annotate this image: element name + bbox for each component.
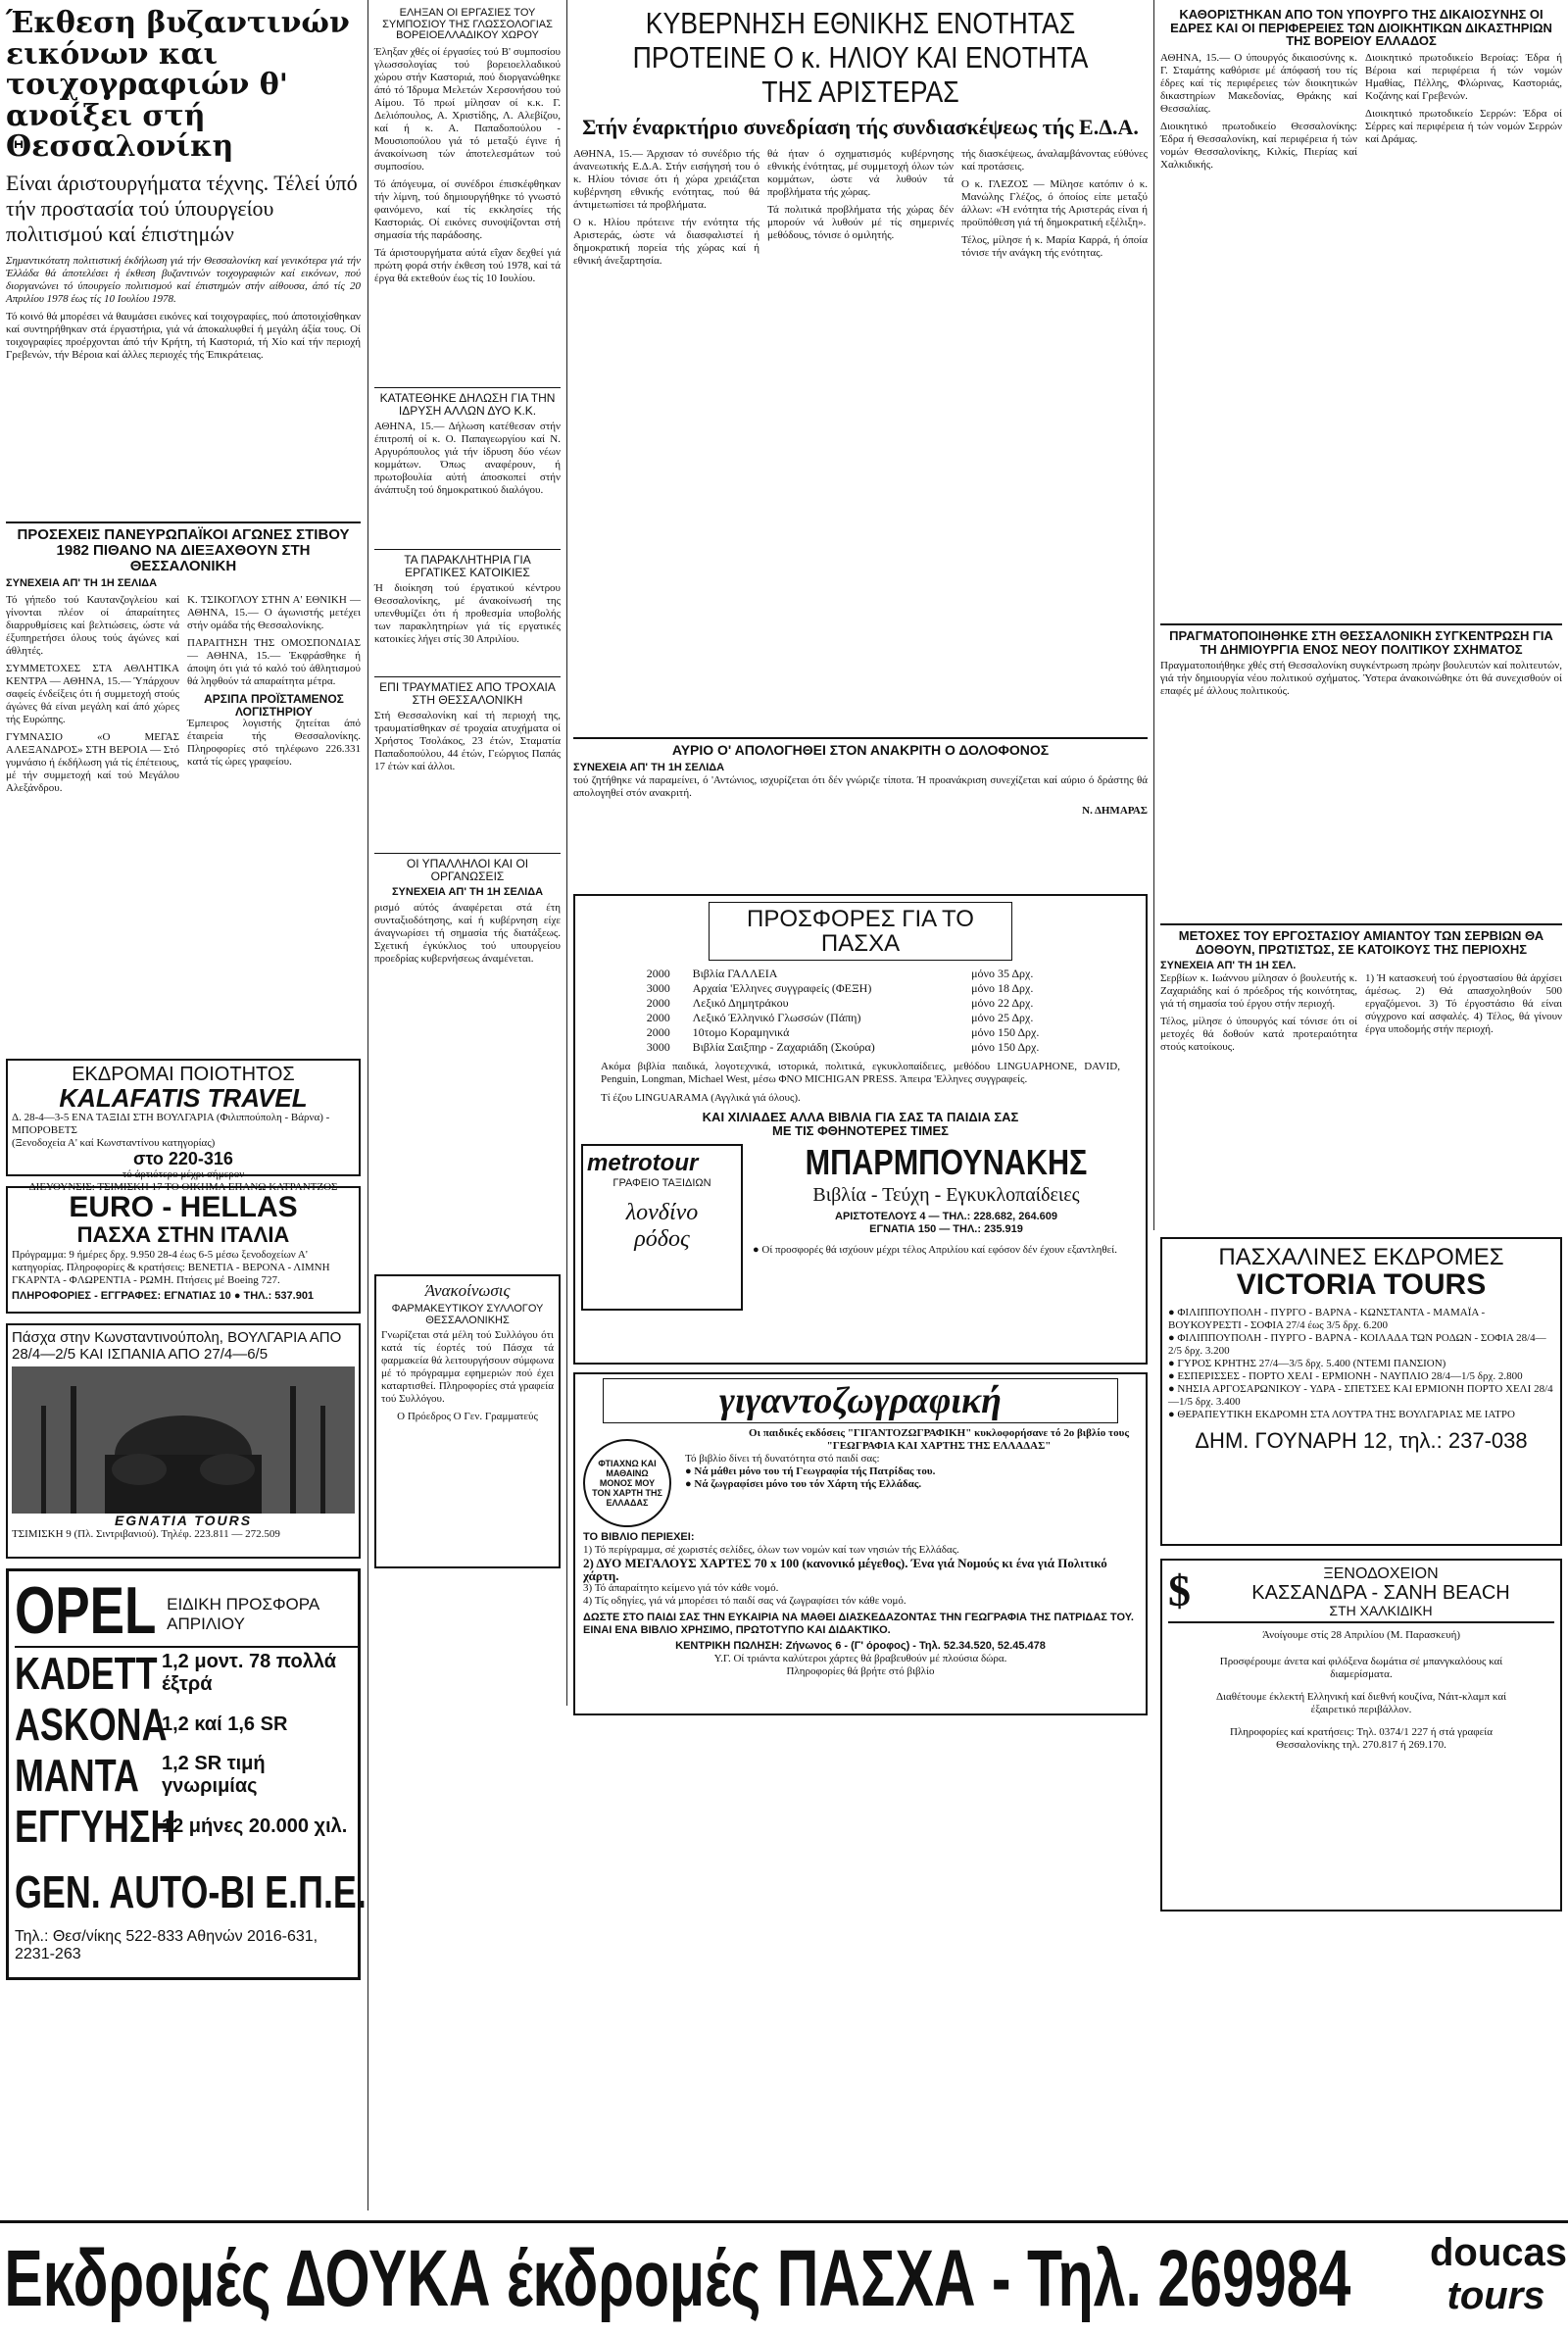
- kassandra-place: ΣΤΗ ΧΑΛΚΙΔΙΚΗ: [1329, 1602, 1433, 1618]
- opel-ad: [6, 1568, 367, 1980]
- prosfores-price: μόνο 150 Δρχ.: [971, 1040, 1040, 1055]
- opel-model: ΜΑΝΤΑ: [15, 1750, 139, 1801]
- amiantos-headline: ΜΕΤΟΧΕΣ ΤΟΥ ΕΡΓΟΣΤΑΣΙΟΥ ΑΜΙΑΝΤΟΥ ΤΩΝ ΣΕΡΒΙΩΝ ΘΑ ΔΟΘΟΥΝ, ΠΡΩΤΙΣΤΩΣ, ΣΕ ΚΑΤΟΙΚΟΥΣ ΤΗΣ ΠΕΡΙΟΧΗΣ: [1178, 928, 1544, 957]
- amiantos-article: [1160, 923, 1562, 1217]
- ypallhloi-headline: ΟΙ ΥΠΑΛΛΗΛΟΙ ΚΑΙ ΟΙ ΟΡΓΑΝΩΣΕΙΣ: [406, 857, 529, 883]
- sympo-article: [374, 8, 561, 380]
- doukas-logo-text: tours: [1446, 2274, 1545, 2317]
- sympo-paragraph: Τά άριστουργήματα αύτά εΐχαν δεχθεί γιά πρώτη φορά στήν έκθεση τού 1978, καί τά έργα θά εκτεθούν έως τίς 10 Ιουλίου.: [374, 246, 561, 284]
- gigantography-title: γιγαντοζωγραφική: [603, 1378, 1118, 1423]
- kassandra-paragraph: Διαθέτουμε έκλεκτή Ελληνική καί διεθνή κουζίνα, Νάιτ-κλαμπ καί έξαιρετικό περιβάλλον.: [1215, 1691, 1507, 1716]
- amiantos-paragraph: Τέλος, μίλησε ό ύπουργός καί τόνισε ότι οί μετοχές θά δοθούν κατά προτεραιότητα στούς κατοίκους.: [1160, 1016, 1357, 1054]
- doukas-banner: [0, 2220, 1568, 2334]
- prosfores-price: μόνο 150 Δρχ.: [971, 1025, 1040, 1040]
- prosfores-item: Αρχαία 'Ελληνες συγγραφείς (ΦΕΞΗ): [692, 981, 872, 996]
- icons-lead: Είναι άριστουργήματα τέχνης. Τέλεί ύπό τήν προστασία τού ύπουργείου πολιτισμού καί έπιστημών: [6, 170, 358, 246]
- barbounakis-note: ● Οί προσφορές θά ισχύουν μέχρι τέλος Απριλίου καί εφόσον δέν έχουν εξαντληθεί.: [753, 1244, 1118, 1257]
- main-sub: Στήν έναρκτήριο συνεδρίαση τής συνδιασκέψεως τής Ε.Δ.Α.: [582, 115, 1139, 139]
- kalafatis-title: ΕΚΔΡΟΜΑΙ ΠΟΙΟΤΗΤΟΣ: [72, 1064, 295, 1085]
- opel-model: KADETT: [15, 1648, 158, 1699]
- continue-label: ΣΥΝΕΧΕΙΑ ΑΠ' ΤΗ 1Η ΣΕΛΙΔΑ: [573, 761, 725, 773]
- main-paragraph: θά ήταν ό σχηματισμός κυβέρνησης εθνικής ένότητας, μέ συμμετοχή όλων τών κομμάτων, ώστε νά λυθούν τά προβλήματα τής χώρας.: [767, 148, 954, 198]
- doukas-logo: [1430, 2231, 1568, 2317]
- opel-row: [15, 1750, 358, 1801]
- ypallhloi-article: [374, 853, 561, 1265]
- victoria-list: [1168, 1307, 1554, 1421]
- icons-headline: Έκθεση βυζαντινών εικόνων και τοιχογραφιών θ' ανοίξει στή Θεσσαλονίκη: [6, 6, 350, 164]
- divider: [1168, 1621, 1554, 1623]
- metrotour-ad: [581, 1144, 743, 1311]
- icons-paragraph: Σημαντικότατη πολιτιστική έκδήλωση γιά τήν Θεσσαλονίκη καί γενικότερα γιά τήν Έλλάδα θά άποτελέσει ή έκθεση βυζαντινών τοιχογραφιών καί εικόνων, πού διοργανώνει τό ύπουργείο πολιτισμού καί έπιστημών στήν αίθουσα, άπό τίς 20 Απριλίου 1978 έως τίς 10 Ιουλίου 1978.: [6, 254, 361, 305]
- kassandra-name: ΚΑΣΣΑΝΔΡΑ - ΣΑΝΗ BEACH: [1251, 1581, 1510, 1604]
- opel-row: [15, 1801, 358, 1852]
- prosfores-linguarama: Τί έζου LINGUARAMA (Αγγλικά γιά όλους).: [601, 1092, 801, 1105]
- prosfores-item: 10τομο Κοραμηνικά: [692, 1025, 790, 1040]
- gigantography-badge: ΦΤΙΑΧΝΩ ΚΑΙ ΜΑΘΑΙΝΩ ΜΟΝΟΣ ΜΟΥ ΤΟΝ ΧΑΡΤΗ ΤΗΣ ΕΛΛΑΔΑΣ: [583, 1439, 671, 1527]
- katatethike-article: [374, 387, 561, 544]
- anakoinosis-body: Γνωρίζεται στά μέλη τού Συλλόγου ότι κατά τίς έορτές τού Πάσχα τά φαρμακεία θά λειτουργήσουν σύμφωνα μέ τό πρόγραμμα εφημεριών πού έχει καταρτισθεί. Πληροφορίες στά γραφεία τού Συλλόγου.: [381, 1329, 554, 1406]
- opel-row: [15, 1648, 358, 1699]
- prosfores-price: μόνο 22 Δρχ.: [971, 996, 1034, 1011]
- victoria-address: ΔΗΜ. ΓΟΥΝΑΡΗ 12, τηλ.: 237-038: [1195, 1427, 1528, 1453]
- anakoinosis-title: Άνακοίνωσις: [424, 1281, 511, 1300]
- barbounakis-addr: ΕΓΝΑΤΙΑ 150 — ΤΗΛ.: 235.919: [869, 1223, 1023, 1236]
- eurohellas-ad: [6, 1186, 361, 1314]
- gigantography-content: 1) Τό περίγραμμα, σέ χωριστές σελίδες, όλων των νομών καί των νησιών τής Ελλάδας.: [583, 1544, 959, 1556]
- opel-desc: 1,2 καί 1,6 SR: [162, 1713, 288, 1735]
- kassandra-title: ΞΕΝΟΔΟΧΕΙΟΝ: [1323, 1565, 1439, 1582]
- kalafatis-line: (Ξενοδοχεία Α' καί Κωνσταντίνου κατηγορίας): [12, 1137, 216, 1150]
- stivos-paragraph: ΣΥΜΜΕΤΟΧΕΣ ΣΤΑ ΑΘΛΗΤΙΚΑ ΚΕΝΤΡΑ — ΑΘΗΝΑ, 15.— Ύπάρχουν σαφείς ένδείξεις ότι ή συμμετοχή στούς άγώνες θά είναι μεγάλη καί άπό χώρες τής Ευρώπης.: [6, 663, 179, 726]
- gigantography-address: ΚΕΝΤΡΙΚΗ ΠΩΛΗΣΗ: Ζήνωνος 6 - (Γ' όροφος) - Τηλ. 52.34.520, 52.45.478: [675, 1640, 1046, 1652]
- mosque-illustration: [12, 1366, 355, 1514]
- stivos-paragraph: Τό γήπεδο τού Καυτανζογλείου καί γίνονται πλέον οί άπαραίτητες διαρρυθμίσεις καί βελτιώσεις, ώστε νά έξυπηρετήσει όλους τούς άγώνες καί άθλητές.: [6, 594, 179, 658]
- prosfores-kai2: ΜΕ ΤΙΣ ΦΘΗΝΟΤΕΡΕΣ ΤΙΜΕΣ: [772, 1123, 949, 1139]
- metrotour-city: ρόδος: [634, 1225, 690, 1252]
- gigantography-content: 2) ΔΥΟ ΜΕΓΑΛΟΥΣ ΧΑΡΤΕΣ 70 x 100 (κανονικό μέγεθος). Ένα γιά Νομούς κι ένα γιά Πολιτικό χάρτη.: [583, 1556, 1107, 1583]
- prosfores-old: 3000: [646, 1040, 670, 1055]
- victoria-ad: [1160, 1237, 1562, 1546]
- victoria-brand: VICTORIA TOURS: [1236, 1268, 1487, 1302]
- dollar-sign-icon: $: [1168, 1565, 1191, 1615]
- egnatia-address: ΤΣΙΜΙΣΚΗ 9 (Πλ. Σιντριβανιού). Τηλέφ. 223.811 — 272.509: [12, 1527, 280, 1540]
- stivos-headline: ΠΡΟΣΕΧΕΙΣ ΠΑΝΕΥΡΩΠΑΪΚΟΙ ΑΓΩΝΕΣ ΣΤΙΒΟΥ 1982 ΠΙΘΑΝΟ ΝΑ ΔΙΕΞΑΧΘΟΥΝ ΣΤΗ ΘΕΣΣΑΛΟΝΙΚΗ: [17, 526, 350, 574]
- prosfores-price: μόνο 18 Δρχ.: [971, 981, 1034, 996]
- metrotour-city: λονδίνο: [625, 1199, 699, 1225]
- opel-row: [15, 1699, 358, 1750]
- eurohellas-phone: ΠΛΗΡΟΦΟΡΙΕΣ - ΕΓΓΡΑΦΕΣ: ΕΓΝΑΤΙΑΣ 10 ● ΤΗΛ.: 537.901: [12, 1289, 315, 1302]
- katatethike-body: ΑΘΗΝΑ, 15.— Δήλωση κατέθεσαν στήν έπιτροπή οί κ. Ο. Παπαγεωργίου καί Ν. Αργυρόπουλος γιά τήν ίδρυση δύο νέων κομμάτων. Όπως αναφέρουν, ή πρωτοβουλία αύτή άποσκοπεί στήν άνάπτυξη τού δημοκρατικού διαλόγου.: [374, 421, 561, 497]
- continue-label: ΣΥΝΕΧΕΙΑ ΑΠ' ΤΗ 1Η ΣΕΛΙΔΑ: [6, 577, 158, 590]
- opel-desc: 1,2 μοντ. 78 πολλά έξτρά: [162, 1651, 337, 1695]
- dolofonos-body: τού ζητήθηκε νά παραμείνει, ό 'Αντώνιος, ισχυρίζεται ότι δέν γνώριζε τίποτα. Ή προανάκριση συνεχίζεται καί αύριο ό δράστης θά απολογηθεί στόν ανακριτή.: [573, 773, 1148, 799]
- dolofonos-sign: Ν. ΔΗΜΑΡΑΣ: [1082, 804, 1148, 817]
- kassandra-paragraph: Προσφέρουμε άνετα καί φιλόξενα δωμάτια σέ μπανγκαλόους καί διαμερίσματα.: [1219, 1656, 1503, 1681]
- kalafatis-ad: [6, 1059, 361, 1194]
- kathorismos-paragraph: Διοικητικό πρωτοδικείο Σερρών: Έδρα οί Σέρρες καί περιφέρεια ή τών νομών Σερρών καί Δράμας.: [1365, 107, 1562, 145]
- gigantography-bullet: ● Νά μάθει μόνο του τή Γεωγραφία τής Πατρίδας του.: [685, 1465, 936, 1477]
- main-paragraph: Ο κ. ΓΛΕΖΟΣ — Μίλησε κατόπιν ό κ. Μανώλης Γλέζος, ό όποίος είπε μεταξύ άλλων: «Ή ενότητα τής Αριστεράς είναι ή προϋπόθεση γιά τή δημοκρατική εξέλιξη».: [961, 178, 1148, 228]
- main-paragraph: Τά πολιτικά προβλήματα τής χώρας δέν μπορούν νά λυθούν μέ τίς σημερινές μεθόδους, τόνισε ό ομιλητής.: [767, 204, 954, 241]
- victoria-item: ● ΕΣΠΕΡΙΣΣΕΣ - ΠΟΡΤΟ ΧΕΛΙ - ΕΡΜΙΟΝΗ - ΝΑΥΠΛΙΟ 28/4—1/5 δρχ. 2.800: [1168, 1369, 1523, 1382]
- victoria-item: ● ΓΥΡΟΣ ΚΡΗΤΗΣ 27/4—3/5 δρχ. 5.400 (ΝΤΕΜΙ ΠΑΝΣΙΟΝ): [1168, 1357, 1446, 1369]
- stivos-paragraph: ΠΑΡΑΙΤΗΣΗ ΤΗΣ ΟΜΟΣΠΟΝΔΙΑΣ — ΑΘΗΝΑ, 15.— Έκφράσθηκε ή άποψη ότι γιά τό καλό τού άθλητισμού θά ληφθούν τά απαραίτητα μέτρα.: [187, 637, 361, 688]
- opel-offer: ΕΙΔΙΚΗ ΠΡΟΣΦΟΡΑ ΑΠΡΙΛΙΟΥ: [167, 1595, 319, 1633]
- kalafatis-line: Δ. 28-4—3-5 ΕΝΑ ΤΑΞΙΔΙ ΣΤΗ ΒΟΥΛΓΑΡΙΑ (Φιλιππούπολη - Βάρνα) - ΜΠΟΡΟΒΕΤΣ: [12, 1112, 330, 1137]
- main-article: [573, 6, 1148, 731]
- opel-brand: OPEL: [15, 1573, 157, 1648]
- trauma-article: [374, 676, 561, 843]
- kathorismos-headline: ΚΑΘΟΡΙΣΤΗΚΑΝ ΑΠΟ ΤΟΝ ΥΠΟΥΡΓΟ ΤΗΣ ΔΙΚΑΙΟΣΥΝΗΣ ΟΙ ΕΔΡΕΣ ΚΑΙ ΟΙ ΠΕΡΙΦΕΡΕΙΕΣ ΤΩΝ ΔΙΟΙΚΗΤΙΚΩΝ ΔΙΚΑΣΤΗΡΙΩΝ ΤΗΣ ΒΟΡΕΙΟΥ ΕΛΛΑΔΟΣ: [1170, 7, 1552, 49]
- gigantography-foot: Υ.Γ. Οί τριάντα καλύτεροι χάρτες θά βραβευθούν μέ πλούσια δώρα.: [713, 1653, 1007, 1664]
- opel-desc: 12 μήνες 20.000 χιλ.: [162, 1814, 348, 1837]
- metrotour-brand: metrotour: [587, 1149, 699, 1176]
- column-rule: [566, 0, 567, 1706]
- prosfores-row: [643, 967, 1079, 981]
- amiantos-paragraph: Σερβίων κ. Ιωάννου μίλησαν ό βουλευτής κ. Ζαχαριάδης καί ό πρόεδρος τής κοινότητας, γιά τή σημασία τού έργου στήν περιοχή.: [1160, 972, 1357, 1011]
- prosfores-row: [643, 996, 1079, 1011]
- main-headline: ΚΥΒΕΡΝΗΣΗ ΕΘΝΙΚΗΣ ΕΝΟΤΗΤΑΣ ΠΡΟΤΕΙΝΕ Ο κ. ΗΛΙΟΥ ΚΑΙ ΕΝΟΤΗΤΑ ΤΗΣ ΑΡΙΣΤΕΡΑΣ: [632, 6, 1089, 109]
- dolofonos-headline: ΑΥΡΙΟ Ο' ΑΠΟΛΟΓΗΘΕΙ ΣΤΟΝ ΑΝΑΚΡΙΤΗ Ο ΔΟΛΟΦΟΝΟΣ: [671, 742, 1050, 758]
- gigantography-intro: Οι παιδικές εκδόσεις "ΓΙΓΑΝΤΟΖΩΓΡΑΦΙΚΗ" κυκλοφορήσανε τό 2ο βιβλίο τους "ΓΕΩΓΡΑΦΙΑ ΚΑΙ ΧΑΡΤΗΣ ΤΗΣ ΕΛΛΑΔΑΣ": [749, 1427, 1129, 1452]
- egnatia-brand: EGNATIA TOURS: [114, 1513, 253, 1528]
- amiantos-paragraph: 1) Ή κατασκευή τού έργοστασίου θά άρχίσει άμέσως. 2) Θά απασχοληθούν 500 εργαζόμενοι. 3) Τό έργοστάσιο θά είναι σύγχρονο καί ασφαλές. 4) Τέλος, θά γίνουν έργα υποδομής στήν περιοχή.: [1365, 972, 1562, 1036]
- prosfores-old: 3000: [646, 981, 670, 996]
- kassandra-paragraph: Πληροφορίες καί κρατήσεις: Τηλ. 0374/1 227 ή στά γραφεία Θεσσαλονίκης τηλ. 270.817 ή 269.170.: [1230, 1726, 1493, 1752]
- gigantography-slogan: ΔΩΣΤΕ ΣΤΟ ΠΑΙΔΙ ΣΑΣ ΤΗΝ ΕΥΚΑΙΡΙΑ ΝΑ ΜΑΘΕΙ ΔΙΑΣΚΕΔΑΖΟΝΤΑΣ ΤΗΝ ΓΕΩΓΡΑΦΙΑ ΤΗΣ ΠΑΤΡΙΔΑΣ ΤΟΥ. ΕΙΝΑΙ ΕΝΑ ΒΙΒΛΙΟ ΧΡΗΣΙΜΟ, ΠΡΩΤΟΤΥΠΟ ΚΑΙ ΔΙΔΑΚΤΙΚΟ.: [583, 1612, 1134, 1636]
- main-paragraph: Τέλος, μίλησε ή κ. Μαρία Καρρά, ή όποία τόνισε τήν ανάγκη τής ενότητας.: [961, 234, 1148, 259]
- continue-label: ΣΥΝΕΧΕΙΑ ΑΠ' ΤΗ 1Η ΣΕΛ.: [1160, 960, 1297, 972]
- anakoinosis-sign: Ο Πρόεδρος Ο Γεν. Γραμματεύς: [397, 1411, 538, 1423]
- kalafatis-phone: στο 220-316: [133, 1149, 233, 1169]
- metrotour-sub: ΓΡΑΦΕΙΟ ΤΑΞΙΔΙΩΝ: [612, 1176, 711, 1189]
- prosfores-kai: ΚΑΙ ΧΙΛΙΑΔΕΣ ΑΛΛΑ ΒΙΒΛΙΑ ΓΙΑ ΣΑΣ ΤΑ ΠΑΙΔΙΑ ΣΑΣ: [702, 1110, 1019, 1125]
- ergatikes-article: [374, 549, 561, 667]
- prosfores-item: Βιβλία Σαιξπηρ - Ζαχαριάδη (Σκούρα): [692, 1040, 875, 1055]
- kalafatis-brand: KALAFATIS TRAVEL: [59, 1083, 308, 1113]
- trauma-headline: ΕΠΙ ΤΡΑΥΜΑΤΙΕΣ ΑΠΟ ΤΡΟΧΑΙΑ ΣΤΗ ΘΕΣΣΑΛΟΝΙΚΗ: [379, 680, 556, 707]
- prosfores-item: Λεξικό Έλληνικό Γλωσσών (Πάπη): [692, 1011, 861, 1025]
- stivos-paragraph: ΓΥΜΝΑΣΙΟ «Ο ΜΕΓΑΣ ΑΛΕΞΑΝΔΡΟΣ» ΣΤΗ ΒΕΡΟΙΑ — Στό γυμνάσιο ή έκδήλωση γιά τίς έπέτειους, μέ τήν συμμετοχή καί τού Μεγάλου Αλεξάνδρου.: [6, 731, 179, 795]
- kassandra-ad: [1160, 1559, 1562, 1912]
- kathorismos-paragraph: ΑΘΗΝΑ, 15.— Ο ύπουργός δικαιοσύνης κ. Γ. Σταμάτης καθόρισε μέ άπόφασή του τίς έδρες καί τίς περιφέρειες τών διοικητικών δικαστηρίων Μακεδονίας, Θράκης καί Θεσσαλίας.: [1160, 51, 1357, 115]
- barbounakis-addr: ΑΡΙΣΤΟΤΕΛΟΥΣ 4 — ΤΗΛ.: 228.682, 264.609: [835, 1211, 1057, 1223]
- opel-model: ASKONA: [15, 1699, 168, 1750]
- kalafatis-foot: τό άρτιότερο μέχρι σήμερον: [122, 1168, 245, 1181]
- victoria-item: ● ΝΗΣΙΑ ΑΡΓΟΣΑΡΩΝΙΚΟΥ - ΥΔΡΑ - ΣΠΕΤΣΕΣ ΚΑΙ ΕΡΜΙΟΝΗ ΠΟΡΤΟ ΧΕΛΙ 28/4—1/5 δρχ. 3.400: [1168, 1382, 1553, 1408]
- gigantography-ad: [573, 1372, 1148, 1715]
- prosfores-old: 2000: [646, 1011, 670, 1025]
- ergatikes-headline: ΤΑ ΠΑΡΑΚΛΗΤΗΡΙΑ ΓΙΑ ΕΡΓΑΤΙΚΕΣ ΚΑΤΟΙΚΙΕΣ: [404, 553, 531, 579]
- kalafatis-foot: ΔΙΕΥΘΥΝΣΙΣ: ΤΣΙΜΙΣΚΗ 17 ΤΟ ΟΙΚΗΜΑ ΕΠΑΝΩ ΚΑΤΡΑΝΤΖΟΣ: [28, 1181, 338, 1194]
- katatethike-headline: ΚΑΤΑΤΕΘΗΚΕ ΔΗΛΩΣΗ ΓΙΑ ΤΗΝ ΙΔΡΥΣΗ ΑΛΛΩΝ ΔΥΟ Κ.Κ.: [379, 391, 556, 418]
- prosfores-title: ΠΡΟΣΦΟΡΕΣ ΓΙΑ ΤΟ ΠΑΣΧΑ: [709, 902, 1012, 961]
- kathorismos-paragraph: Διοικητικό πρωτοδικείο Θεσσαλονίκης: Έδρα ή Θεσσαλονίκη, καί περιφέρεια ή τών νομών Θεσσαλονίκης, Κιλκίς, Πιερίας καί Χαλκιδικής.: [1160, 120, 1357, 171]
- main-paragraph: ΑΘΗΝΑ, 15.— Άρχισαν τό συνέδριο τής άνανεωτικής Ε.Δ.Α. Στήν εισήγησή του ό κ. Ηλίου τόνισε ότι ή χώρα χρειάζεται κυβέρνηση εθνικής ενότητας, πού θά άντιμετωπίσει τά προβλήματα.: [573, 148, 760, 211]
- opel-phone: Τηλ.: Θεσ/νίκης 522-833 Αθηνών 2016-631, 2231-263: [15, 1928, 318, 1962]
- prosfores-row: [643, 1025, 1079, 1040]
- prosfores-item: Λεξικό Δημητράκου: [692, 996, 789, 1011]
- eurohellas-brand: EURO - HELLAS: [69, 1191, 298, 1223]
- doukas-text: Εκδρομές ΔΟΥΚΑ έκδρομές ΠΑΣΧΑ - Τηλ. 269984: [4, 2233, 1351, 2323]
- egnatia-ad: [6, 1323, 361, 1559]
- kinisi-body: Πραγματοποιήθηκε χθές στή Θεσσαλονίκη συγκέντρωση πρώην βουλευτών καί πολιτευτών, γιά τήν δημιουργία νέου πολιτικού σχήματος. Ύστερα άνακοινώθηκε ότι θά συνεχισθούν οί επαφές μέ άλλους πολιτικούς.: [1160, 660, 1562, 698]
- anakoinosis-box: [374, 1274, 561, 1568]
- prosfores-table: [643, 967, 1079, 1055]
- gigantography-foot: Πληροφορίες θά βρήτε στό βιβλίο: [786, 1665, 935, 1677]
- opel-dealer: GEN. AUTO-BI Ε.Π.Ε.: [15, 1866, 367, 1917]
- dolofonos-article: [573, 737, 1148, 884]
- prosfores-item: Βιβλία ΓΑΛΛΕΙΑ: [692, 967, 778, 981]
- prog-title: ΑΡΣΙΠΑ ΠΡΟΪΣΤΑΜΕΝΟΣ ΛΟΓΙΣΤΗΡΙΟΥ: [204, 692, 344, 719]
- prosfores-row: [643, 1040, 1079, 1055]
- kinisi-article: [1160, 623, 1562, 918]
- prosfores-old: 2000: [646, 996, 670, 1011]
- kathorismos-article: [1160, 8, 1562, 616]
- gigantography-content: 3) Τό άπαραίτητο κείμενο γιά τόν κάθε νομό.: [583, 1582, 779, 1594]
- ypallhloi-body: ρισμό αύτός άναφέρεται στά έτη συνταξιοδότησης, καί ή κυβέρνηση είχε άναγνωρίσει τή σημασία τής διατάξεως. Σχετική έγκύκλιος τού υπουργείου προεδρίας κυβερνήσεως άναμένεται.: [374, 902, 561, 966]
- icons-article: [6, 8, 361, 518]
- continue-label: ΣΥΝΕΧΕΙΑ ΑΠ' ΤΗ 1Η ΣΕΛΙΔΑ: [391, 886, 544, 899]
- gigantography-bullet: Τό βιβλίο δίνει τή δυνατότητα στό παιδί σας:: [685, 1453, 880, 1465]
- prosfores-ad: [573, 894, 1148, 1365]
- prosfores-price: μόνο 25 Δρχ.: [971, 1011, 1034, 1025]
- victoria-item: ● ΦΙΛΙΠΠΟΥΠΟΛΗ - ΠΥΡΓΟ - ΒΑΡΝΑ - ΚΟΙΛΑΔΑ ΤΩΝ ΡΟΔΩΝ - ΣΟΦΙΑ 28/4—2/5 δρχ. 3.200: [1168, 1331, 1546, 1357]
- kassandra-open: Άνοίγουμε στίς 28 Απριλίου (Μ. Παρασκευή): [1262, 1629, 1460, 1642]
- prosfores-old: 2000: [646, 1025, 670, 1040]
- prosfores-note: Ακόμα βιβλία παιδικά, λογοτεχνικά, ιστορικά, πολιτικά, εγκυκλοπαίδειες, μεθόδου LINGUAPHONE, DAVID, Penguin, Longman, Michael West, μέσω ΦΝΟ MICHIGAN PRESS. Άπειρα 'Ελληνες συγγραφείς.: [601, 1061, 1120, 1086]
- victoria-item: ● ΘΕΡΑΠΕΥΤΙΚΗ ΕΚΔΡΟΜΗ ΣΤΑ ΛΟΥΤΡΑ ΤΗΣ ΒΟΥΛΓΑΡΙΑΣ ΜΕ ΙΑΤΡΟ: [1168, 1408, 1515, 1420]
- column-rule: [1153, 0, 1154, 1230]
- victoria-title: ΠΑΣΧΑΛΙΝΕΣ ΕΚΔΡΟΜΕΣ: [1218, 1244, 1504, 1270]
- victoria-item: ● ΦΙΛΙΠΠΟΥΠΟΛΗ - ΠΥΡΓΟ - ΒΑΡΝΑ - ΚΩΝΣΤΑΝΤΑ - ΜΑΜΑΪΑ - ΒΟΥΚΟΥΡΕΣΤΙ - ΣΟΦΙΑ 27/4 έως 3/5 δρχ. 6.200: [1168, 1306, 1486, 1331]
- main-paragraph: τής διασκέψεως, άναλαμβάνοντας εύθύνες καί προτάσεις.: [961, 148, 1148, 173]
- icons-paragraph: Τό κοινό θά μπορέσει νά θαυμάσει εικόνες καί τοιχογραφίες, πού άποτοιχίσθηκαν καί συντηρήθηκαν στά έργαστήρια, γιά νά άποκαλυφθεί ή μεγάλη άξία τους. Οί τοιχογραφίες προέρχονται άπό τήν Κρήτη, τή Καστοριά, τή Χίο καί τήν περιοχή Γρεβενών, τήν Βέροια καί άλλες περιοχές τής Έπικράτειας.: [6, 310, 361, 361]
- ergatikes-body: Ή διοίκηση τού έργατικού κέντρου Θεσσαλονίκης, μέ άνακοίνωσή της υπενθυμίζει ότι ή προθεσμία υποβολής των παρακλητηρίων γιά τίς εργατικές κατοικίες λήγει στίς 30 Απριλίου.: [374, 582, 561, 646]
- prosfores-price: μόνο 35 Δρχ.: [971, 967, 1034, 981]
- sympo-paragraph: Τό άπόγευμα, οί συνέδροι έπισκέφθηκαν τήν λίμνη, τού δημιουργήθηκε τό γνωστό φαινόμενο, καί τίς εκκλησίες τής Καστοριάς. Οί εικόνες συνοψίζονται στή σημασία τής παράδοσης.: [374, 177, 561, 241]
- stivos-paragraph: Κ. ΤΣΙΚΟΓΛΟΥ ΣΤΗΝ Α' ΕΘΝΙΚΗ — ΑΘΗΝΑ, 15.— Ο άγωνιστής μετέχει στήν ομάδα τής Θεσσαλονίκης.: [187, 594, 361, 632]
- anakoinosis-org: ΦΑΡΜΑΚΕΥΤΙΚΟΥ ΣΥΛΛΟΓΟΥ ΘΕΣΣΑΛΟΝΙΚΗΣ: [391, 1303, 544, 1326]
- eurohellas-title: ΠΑΣΧΑ ΣΤΗΝ ΙΤΑΛΙΑ: [76, 1221, 290, 1247]
- sympo-paragraph: Έληξαν χθές οί έργασίες τού Β' συμποσίου γλωσσολογίας τού βορειοελλαδικού χώρου στήν Καστοριά, πού διοργανώθηκε άπό τό Ίδρυμα Μελετών Χερσονήσου τού Αίμου. Τό πρωί μίλησαν οί κ.κ. Γ. Δελιόπουλος, Α. Χριστίδης, Λ. Αλεβίζου, καί ή κ. Α. Παπαδοπούλου - Μουσιοπούλου γιά τό μεταξύ έγινε ή άνακοίνωση τών άποτελεσμάτων τού συμποσίου.: [374, 45, 561, 173]
- prog-body: Έμπειρος λογιστής ζητείται άπό έταιρεία τής Θεσσαλονίκης. Πληροφορίες στό τηλέφωνο 226.331 κατά τίς ώρες γραφείου.: [187, 718, 361, 769]
- main-paragraph: Ο κ. Ηλίου πρότεινε τήν ενότητα τής Αριστεράς, ώστε νά διασφαλιστεί ή δημοκρατική πορεία τής χώρας καί ή εθνική άνεξαρτησία.: [573, 217, 760, 267]
- kinisi-headline: ΠΡΑΓΜΑΤΟΠΟΙΗΘΗΚΕ ΣΤΗ ΘΕΣΣΑΛΟΝΙΚΗ ΣΥΓΚΕΝΤΡΩΣΗ ΓΙΑ ΤΗ ΔΗΜΙΟΥΡΓΙΑ ΕΝΟΣ ΝΕΟΥ ΠΟΛΙΤΙΚΟΥ ΣΧΗΜΑΤΟΣ: [1169, 628, 1553, 657]
- stivos-article: [6, 521, 361, 992]
- prosfores-old: 2000: [646, 967, 670, 981]
- gigantography-bullet: ● Νά ζωγραφίσει μόνο του τόν Χάρτη τής Ελλάδας.: [685, 1478, 922, 1490]
- opel-model: ΕΓΓΥΗΣΗ: [15, 1801, 176, 1852]
- sympo-headline: ΕΛΗΞΑΝ ΟΙ ΕΡΓΑΣΙΕΣ ΤΟΥ ΣΥΜΠΟΣΙΟΥ ΤΗΣ ΓΛΩΣΣΟΛΟΓΙΑΣ ΒΟΡΕΙΟΕΛΛΑΔΙΚΟΥ ΧΩΡΟΥ: [382, 7, 553, 42]
- prosfores-row: [643, 981, 1079, 996]
- kathorismos-paragraph: Διοικητικό πρωτοδικείο Βεροίας: Έδρα ή Βέροια καί περιφέρεια ή τών νομών Ημαθίας, Πέλλης, Φλώρινας, Καστοριάς, Κοζάνης καί Γρεβενών.: [1365, 51, 1562, 102]
- trauma-body: Στή Θεσσαλονίκη καί τή περιοχή της, τραυματίσθηκαν σέ τροχαία ατυχήματα οί Χρήστος Τσολάκος, 23 έτών, Σταματία Παπαδοπούλου, 44 έτών, Γεώργιος Παπάς 17 έτών καί άλλοι.: [374, 710, 561, 773]
- gigantography-content: 4) Τίς οδηγίες, γιά νά μπορέσει τό παιδί σας νά ζωγραφίσει τόν κάθε νομό.: [583, 1595, 906, 1607]
- eurohellas-body: Πρόγραμμα: 9 ήμέρες δρχ. 9.950 28-4 έως 6-5 μέσω ξενοδοχείων Α' κατηγορίας. Πληροφορίες & κρατήσεις: ΒΕΝΕΤΙΑ - ΒΕΡΟΝΑ - ΛΙΜΝΗ ΓΚΑΡΝΤΑ - ΦΛΩΡΕΝΤΙΑ - ΡΩΜΗ. Πτήσεις μέ Boeing 727.: [12, 1248, 330, 1286]
- gigantography-contents-title: ΤΟ ΒΙΒΛΙΟ ΠΕΡΙΕΧΕΙ:: [583, 1531, 695, 1543]
- prosfores-row: [643, 1011, 1079, 1025]
- barbounakis-sub: Βιβλία - Τεύχη - Εγκυκλοπαίδειες: [812, 1184, 1080, 1207]
- barbounakis-name: ΜΠΑΡΜΠΟΥΝΑΚΗΣ: [805, 1141, 1088, 1182]
- opel-desc: 1,2 SR τιμή γνωριμίας: [162, 1753, 266, 1797]
- doukas-logo-text: doucas: [1430, 2231, 1568, 2274]
- egnatia-title: Πάσχα στην Κωνσταντινούπολη, ΒΟΥΛΓΑΡΙΑ ΑΠΟ 28/4—2/5 ΚΑΙ ΙΣΠΑΝΙΑ ΑΠΟ 27/4—6/5: [12, 1329, 342, 1363]
